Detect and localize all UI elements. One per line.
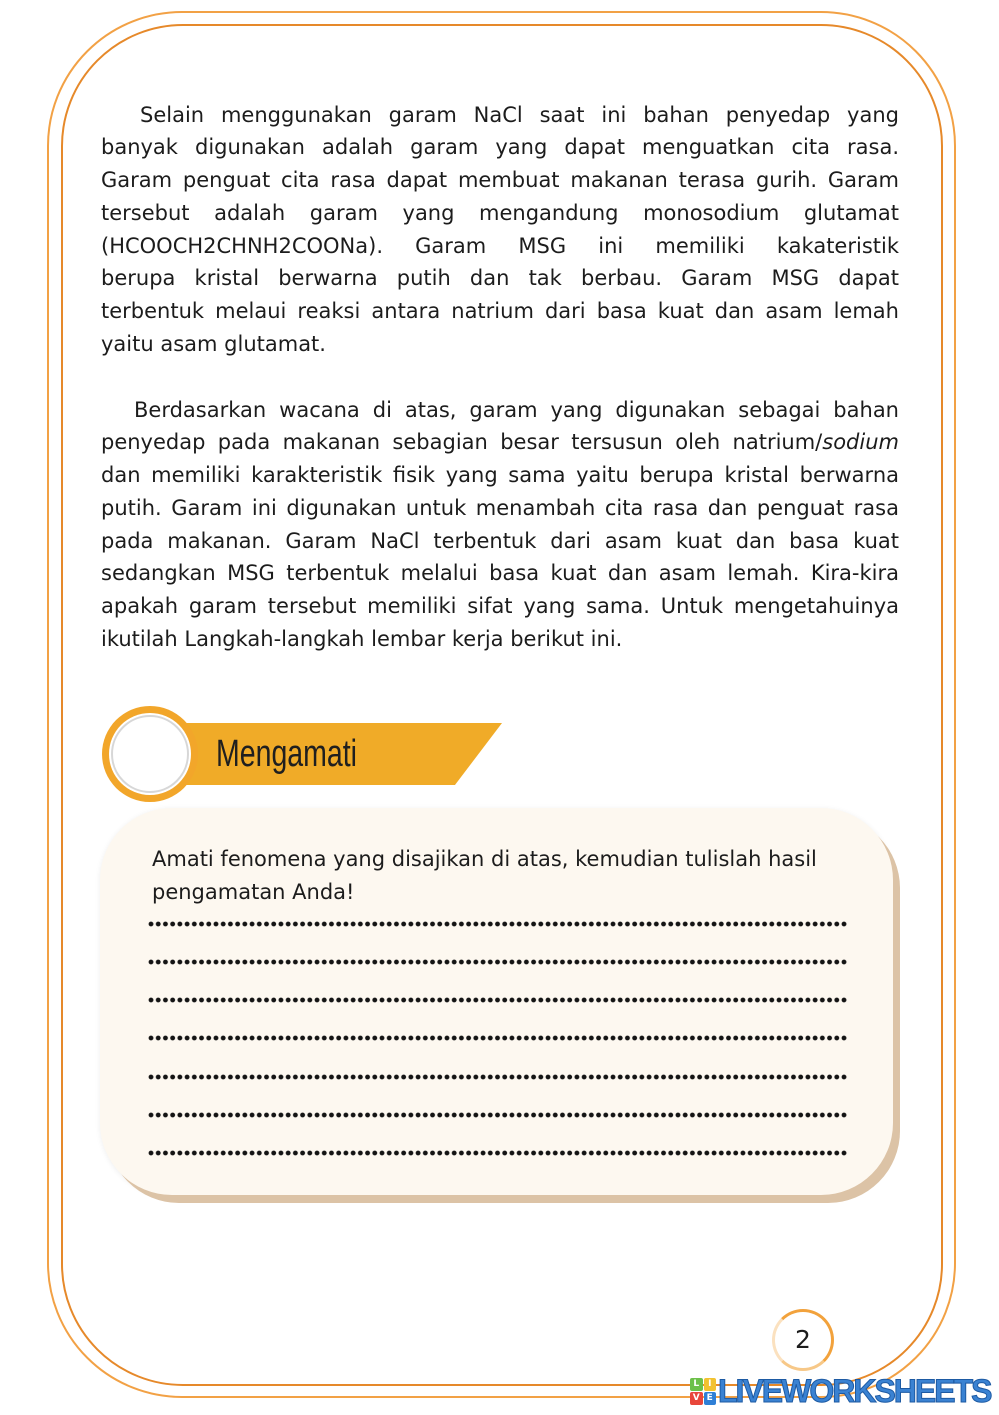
text-line: yaitu asam glutamat.	[101, 331, 326, 356]
logo-icon-tile: L	[690, 1378, 703, 1391]
text-line: terbentuk melaui reaksi antara natrium dari basa kuat dan asam lemah	[101, 299, 899, 323]
page-number: 2	[795, 1325, 811, 1354]
text-line: Garam penguat cita rasa dapat membuat makanan terasa gurih. Garam	[101, 168, 899, 192]
answer-line	[148, 1074, 848, 1080]
answer-line	[148, 921, 848, 927]
answer-line	[148, 1035, 848, 1041]
liveworksheets-logo[interactable]	[690, 1372, 992, 1410]
text-line: ikutilah Langkah-langkah lembar kerja berikut ini.	[101, 626, 623, 651]
answer-line	[148, 1112, 848, 1118]
section-title: Mengamati	[216, 733, 357, 775]
text-line	[101, 426, 899, 459]
section-badge-circle	[102, 706, 198, 802]
task-prompt-line: Amati fenomena yang disajikan di atas, kemudian tulislah hasil	[152, 846, 817, 871]
text-line: berupa kristal berwarna putih dan tak berbau. Garam MSG dapat	[101, 266, 899, 291]
intro-paragraph-1	[101, 99, 899, 361]
text-line: pada makanan. Garam NaCl terbentuk dari asam kuat dan basa kuat	[101, 528, 899, 553]
text-line: banyak digunakan adalah garam yang dapat menguatkan cita rasa.	[101, 135, 899, 160]
section-badge-inner	[111, 715, 189, 793]
text-line: apakah garam tersebut memiliki sifat yang sama. Untuk mengetahuinya	[101, 594, 899, 618]
liveworksheets-logo-icon	[690, 1378, 716, 1405]
text-line: tersebut adalah garam yang mengandung monosodium glutamat	[101, 200, 899, 225]
answer-line	[148, 959, 848, 965]
logo-icon-tile: I	[704, 1378, 717, 1391]
text-line: putih. Garam ini digunakan untuk menambah cita rasa dan penguat rasa	[101, 495, 899, 520]
italic-term: sodium	[822, 430, 899, 455]
answer-line	[148, 997, 848, 1003]
intro-paragraph-2	[101, 394, 899, 656]
text-segment: penyedap pada makanan sebagian besar tersusun oleh natrium/	[101, 430, 823, 455]
text-line: Berdasarkan wacana di atas, garam yang digunakan sebagai bahan	[134, 397, 899, 422]
text-line: sedangkan MSG terbentuk melalui basa kuat dan asam lemah. Kira-kira	[101, 561, 899, 586]
task-prompt-line: pengamatan Anda!	[152, 879, 355, 904]
text-line: Selain menggunakan garam NaCl saat ini bahan penyedap yang	[140, 102, 899, 127]
text-line: (HCOOCH2CHNH2COONa). Garam MSG ini memiliki kakateristik	[101, 233, 899, 258]
logo-icon-tile: E	[704, 1392, 717, 1405]
task-prompt	[152, 843, 872, 909]
text-line: dan memiliki karakteristik fisik yang sama yaitu berupa kristal berwarna	[101, 463, 899, 487]
answer-area	[148, 921, 848, 1188]
page-number-badge	[772, 1309, 834, 1371]
logo-icon-tile: V	[690, 1392, 703, 1405]
liveworksheets-logo-text: LIVEWORKSHEETS	[718, 1373, 991, 1409]
answer-line	[148, 1150, 848, 1156]
